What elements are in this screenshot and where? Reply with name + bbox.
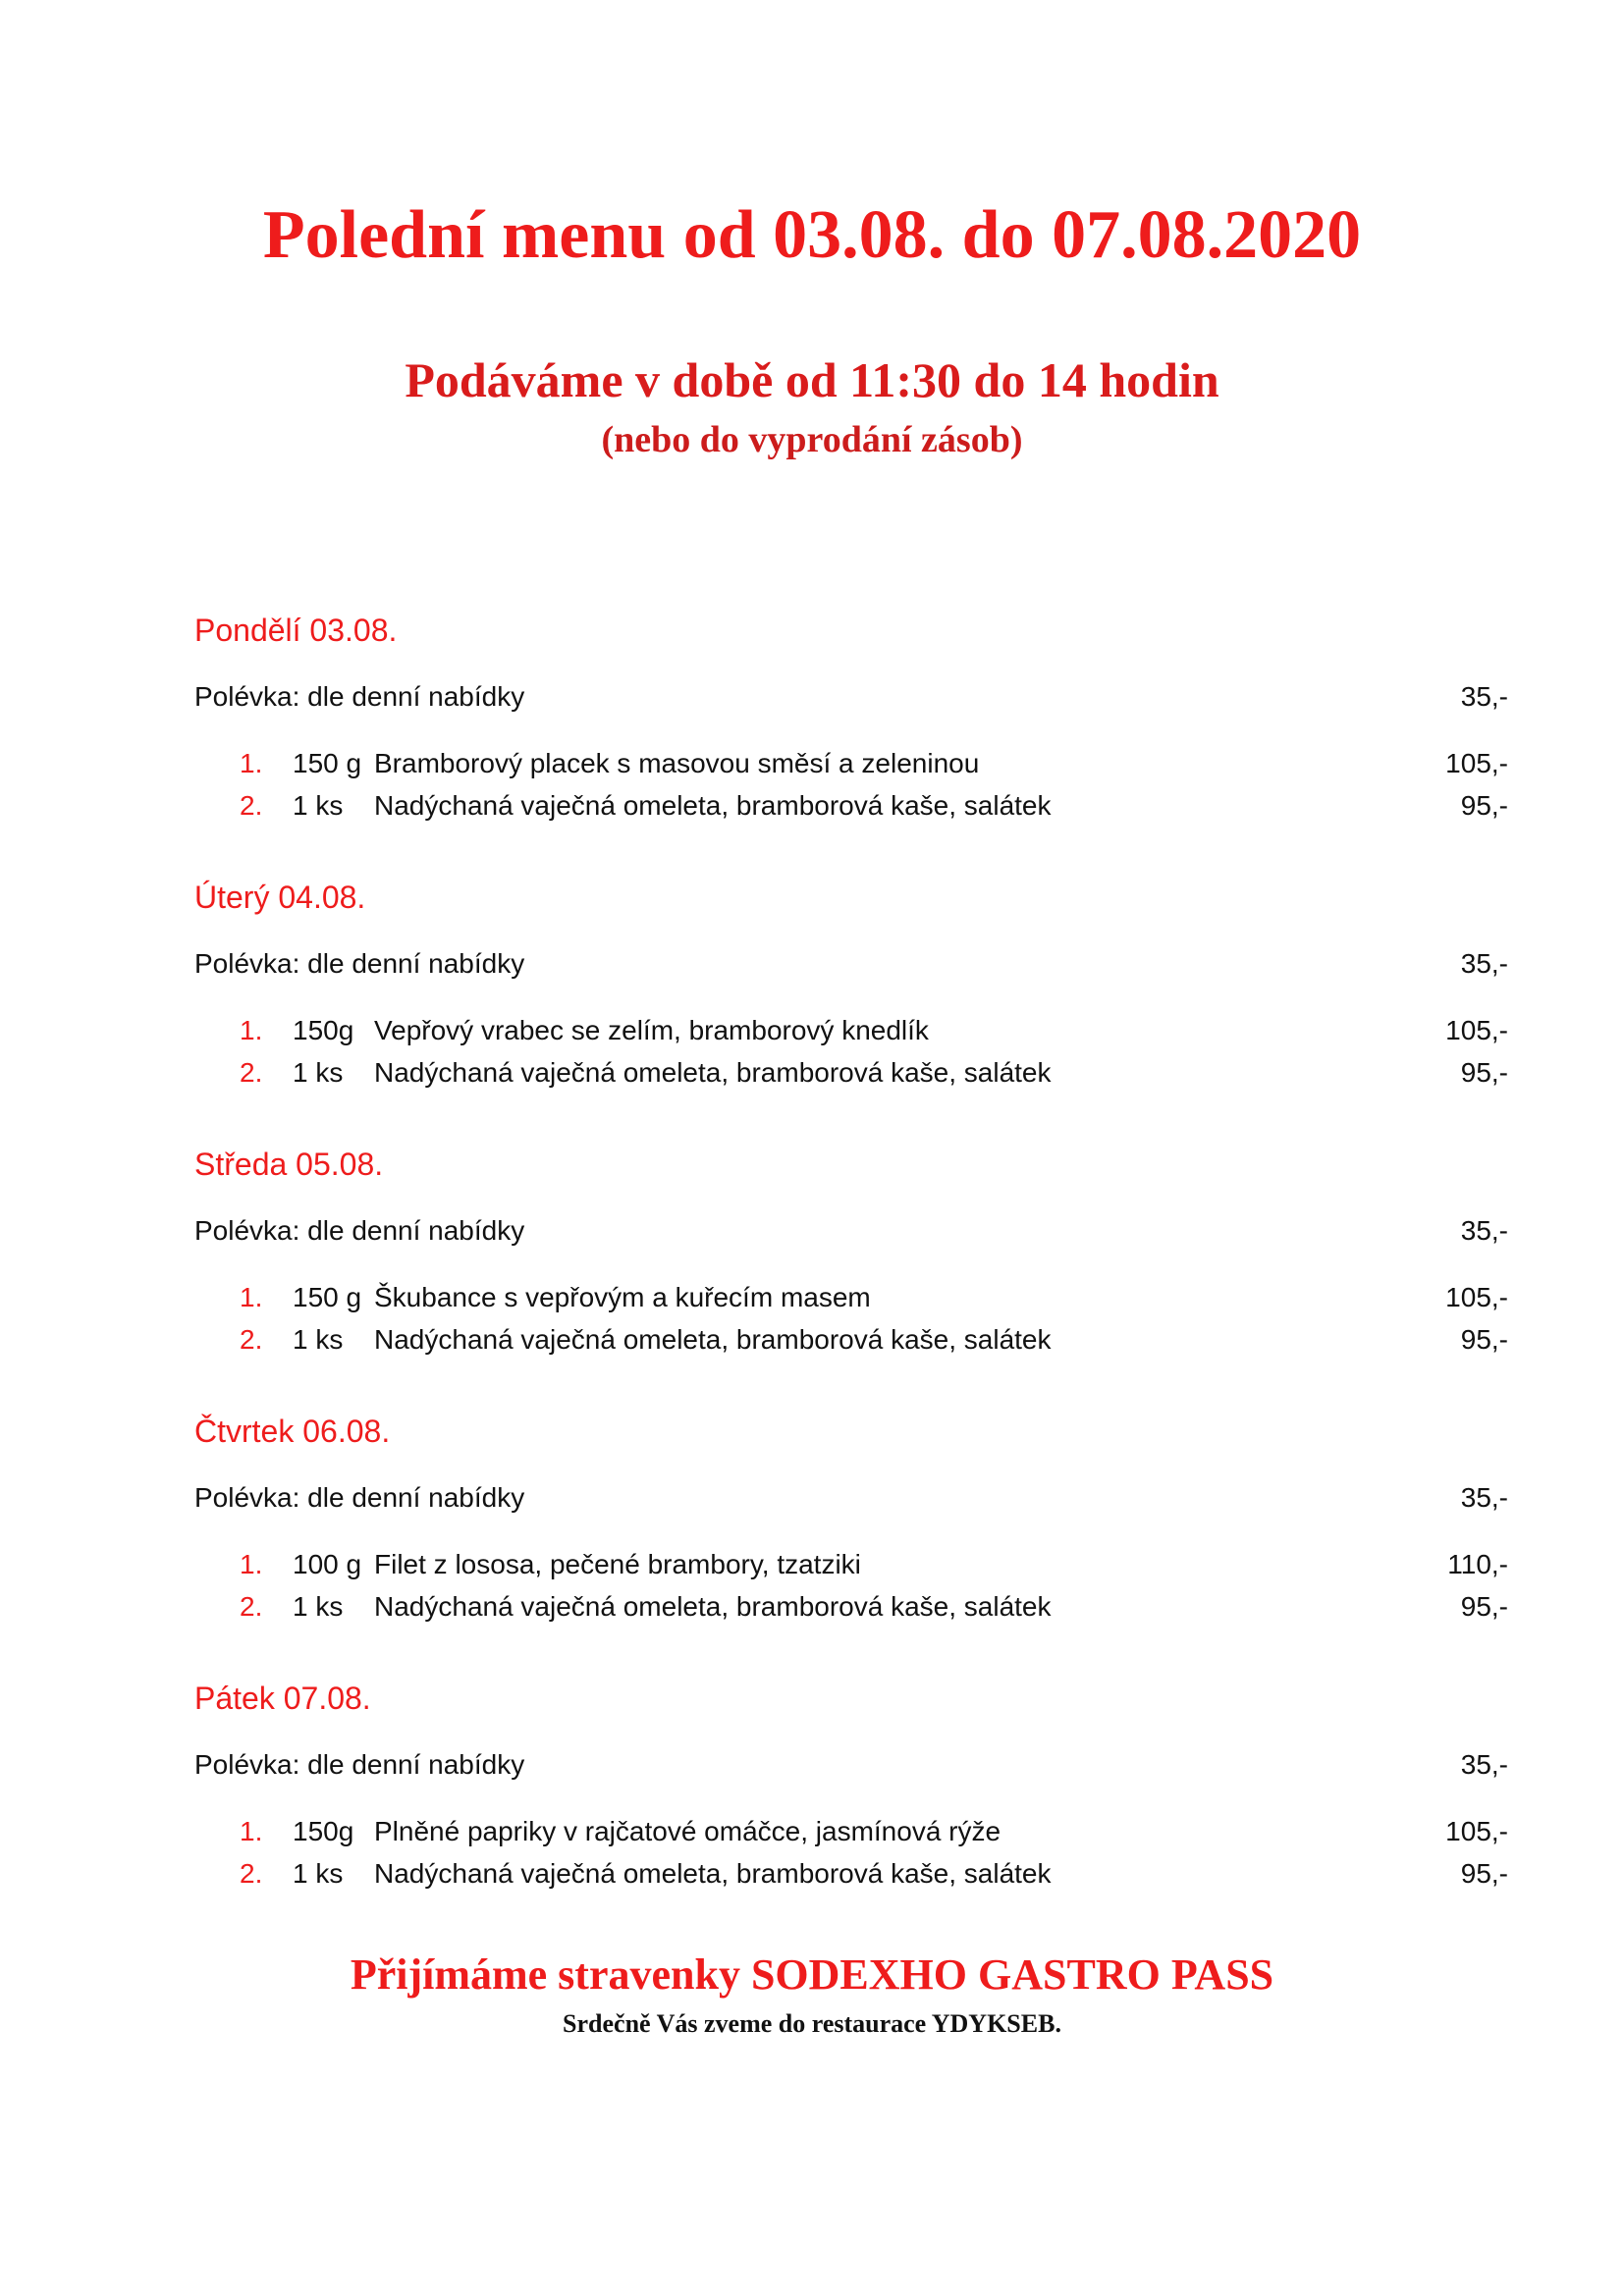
soup-row (194, 1478, 1508, 1518)
dish-price: 95,- (1460, 1858, 1508, 1889)
dish-name: Nadýchaná vaječná omeleta, bramborová kaše, salátek (374, 1324, 1052, 1355)
dish-price: 95,- (1460, 790, 1508, 821)
soup-label: Polévka: dle denní nabídky (194, 948, 525, 979)
soup-row (194, 677, 1508, 717)
invitation-note: Srdečně Vás zveme do restaurace YDYKSEB. (563, 2009, 1061, 2038)
soup-label: Polévka: dle denní nabídky (194, 1482, 525, 1513)
dish-number: 2. (240, 1324, 263, 1355)
soup-price: 35,- (1460, 1215, 1508, 1246)
dish-quantity: 1 ks (293, 1324, 344, 1355)
soup-price: 35,- (1460, 681, 1508, 712)
dish-name: Plněné papriky v rajčatové omáčce, jasmínová rýže (374, 1816, 1001, 1846)
day-section (194, 876, 1508, 1143)
dish-quantity: 1 ks (293, 1057, 344, 1088)
dish-name: Nadýchaná vaječná omeleta, bramborová kaše, salátek (374, 1858, 1052, 1889)
page-title: Polední menu od 03.08. do 07.08.2020 (262, 197, 1362, 273)
dish-number: 2. (240, 1591, 263, 1622)
dish-quantity: 150g (293, 1816, 354, 1846)
dish-price: 105,- (1445, 1816, 1508, 1846)
dish-name: Škubance s vepřovým a kuřecím masem (374, 1282, 871, 1312)
dish-price: 105,- (1445, 1282, 1508, 1312)
dish-quantity: 100 g (293, 1549, 362, 1579)
soup-price: 35,- (1460, 948, 1508, 979)
dish-price: 95,- (1460, 1057, 1508, 1088)
day-heading: Středa 05.08. (194, 1147, 384, 1182)
soup-row (194, 1745, 1508, 1785)
dish-name: Vepřový vrabec se zelím, bramborový knedlík (374, 1015, 929, 1045)
soup-row (194, 944, 1508, 984)
day-heading: Pondělí 03.08. (194, 613, 398, 648)
dish-name: Nadýchaná vaječná omeleta, bramborová kaše, salátek (374, 1057, 1052, 1088)
dish-quantity: 150 g (293, 1282, 362, 1312)
dish-quantity: 1 ks (293, 1858, 344, 1889)
dish-number: 2. (240, 1057, 263, 1088)
soup-price: 35,- (1460, 1482, 1508, 1513)
dish-quantity: 1 ks (293, 1591, 344, 1622)
dish-number: 2. (240, 1858, 263, 1889)
dish-name: Bramborový placek s masovou směsí a zeleninou (374, 748, 980, 778)
dish-price: 95,- (1460, 1324, 1508, 1355)
day-heading: Čtvrtek 06.08. (194, 1414, 391, 1449)
day-list (194, 609, 1508, 1944)
dish-price: 95,- (1460, 1591, 1508, 1622)
day-heading: Pátek 07.08. (194, 1681, 371, 1716)
dish-price: 110,- (1447, 1549, 1508, 1579)
day-section (194, 609, 1508, 876)
day-section (194, 1677, 1508, 1944)
day-heading: Úterý 04.08. (194, 880, 366, 915)
serving-hours: Podáváme v době od 11:30 do 14 hodin (405, 352, 1219, 407)
dish-name: Filet z lososa, pečené brambory, tzatziki (374, 1549, 861, 1579)
dish-quantity: 150 g (293, 748, 362, 778)
soup-price: 35,- (1460, 1749, 1508, 1780)
dish-number: 1. (240, 748, 263, 778)
dish-name: Nadýchaná vaječná omeleta, bramborová kaše, salátek (374, 790, 1052, 821)
dish-number: 1. (240, 1015, 263, 1045)
day-section (194, 1143, 1508, 1410)
soup-row (194, 1211, 1508, 1251)
dish-price: 105,- (1445, 1015, 1508, 1045)
serving-note: (nebo do vyprodání zásob) (601, 419, 1023, 460)
dish-number: 1. (240, 1549, 263, 1579)
meal-voucher-note: Přijímáme stravenky SODEXHO GASTRO PASS (350, 1950, 1274, 1999)
soup-label: Polévka: dle denní nabídky (194, 1215, 525, 1246)
soup-label: Polévka: dle denní nabídky (194, 1749, 525, 1780)
dish-quantity: 150g (293, 1015, 354, 1045)
dish-number: 2. (240, 790, 263, 821)
dish-name: Nadýchaná vaječná omeleta, bramborová kaše, salátek (374, 1591, 1052, 1622)
dish-quantity: 1 ks (293, 790, 344, 821)
dish-price: 105,- (1445, 748, 1508, 778)
dish-number: 1. (240, 1816, 263, 1846)
dish-number: 1. (240, 1282, 263, 1312)
day-section (194, 1410, 1508, 1677)
soup-label: Polévka: dle denní nabídky (194, 681, 525, 712)
